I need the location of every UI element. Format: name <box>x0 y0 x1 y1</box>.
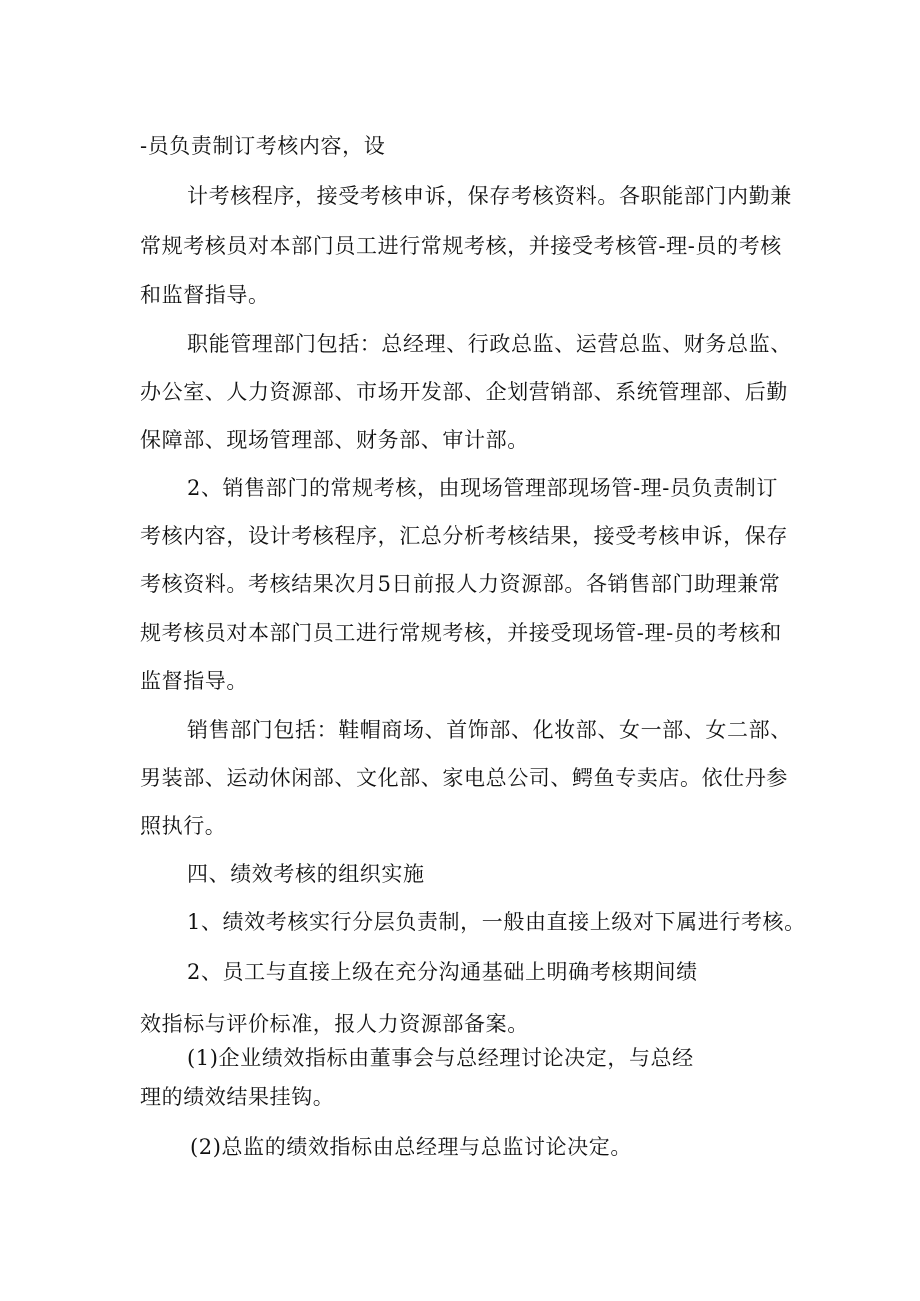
text-line-14: 男装部、运动休闲部、文化部、家电总公司、鳄鱼专卖店。依仕丹参 <box>140 766 788 790</box>
text-line-18: 2、员工与直接上级在充分沟通基础上明确考核期间绩 <box>187 960 698 984</box>
text-line-3: 常规考核员对本部门员工进行常规考核，并接受考核管-理-员的考核 <box>140 234 782 258</box>
text-line-4: 和监督指导。 <box>140 283 270 307</box>
text-line-2: 计考核程序，接受考核申诉，保存考核资料。各职能部门内勤兼 <box>187 184 792 208</box>
text-line-12: 监督指导。 <box>140 669 248 693</box>
text-line-11: 规考核员对本部门员工进行常规考核，并接受现场管-理-员的考核和 <box>140 621 782 645</box>
text-line-6: 办公室、人力资源部、市场开发部、企划营销部、系统管理部、后勤 <box>140 380 788 404</box>
text-line-21: 理的绩效结果挂钩。 <box>140 1085 335 1109</box>
text-line-7: 保障部、现场管理部、财务部、审计部。 <box>140 428 529 452</box>
text-line-13: 销售部门包括：鞋帽商场、首饰部、化妆部、女一部、女二部、 <box>187 718 792 742</box>
text-line-5: 职能管理部门包括：总经理、行政总监、运营总监、财务总监、 <box>187 332 792 356</box>
text-line-20: (1)企业绩效指标由董事会与总经理讨论决定，与总经 <box>187 1046 694 1070</box>
text-line-8: 2、销售部门的常规考核，由现场管理部现场管-理-员负责制订 <box>187 476 778 500</box>
text-line-17: 1、绩效考核实行分层负责制，一般由直接上级对下属进行考核。 <box>187 910 806 934</box>
text-line-1: -员负责制订考核内容，设 <box>140 134 386 158</box>
text-line-19: 效指标与评价标准，报人力资源部备案。 <box>140 1012 529 1036</box>
text-line-15: 照执行。 <box>140 814 227 838</box>
text-line-9: 考核内容，设计考核程序，汇总分析考核结果，接受考核申诉，保存 <box>140 524 788 548</box>
text-line-22: (2)总监的绩效指标由总经理与总监讨论决定。 <box>190 1135 632 1159</box>
text-line-10: 考核资料。考核结果次月5日前报人力资源部。各销售部门助理兼常 <box>140 572 781 596</box>
section-heading: 四、绩效考核的组织实施 <box>187 862 425 886</box>
